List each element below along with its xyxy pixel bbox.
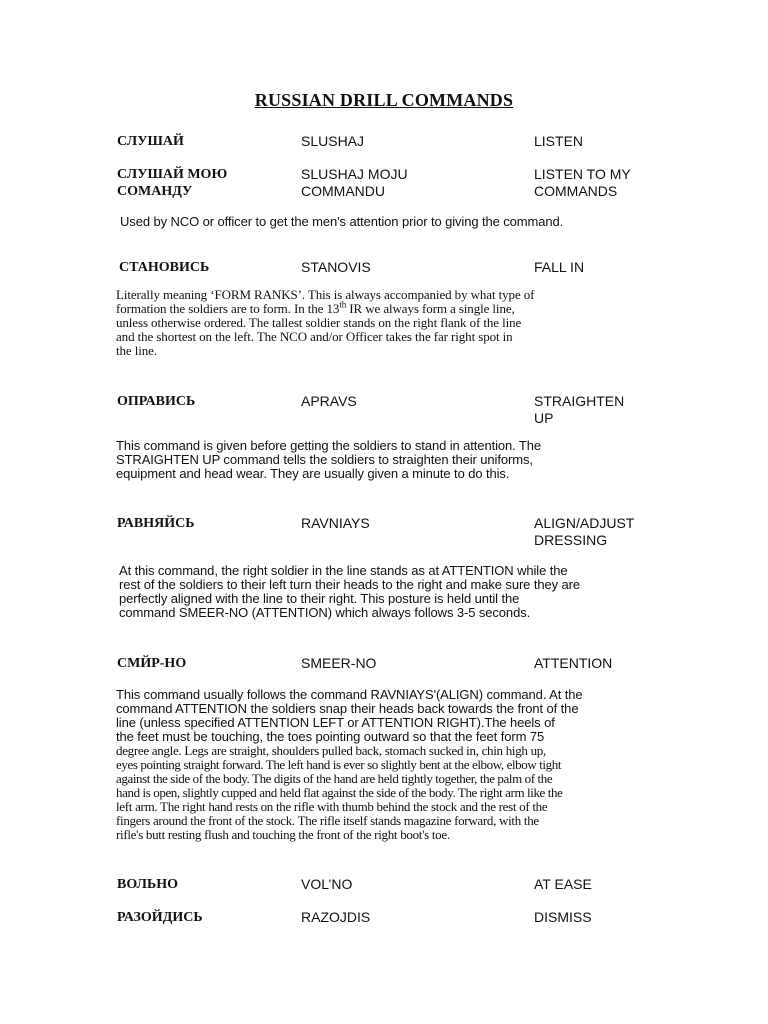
transliteration: APRAVS — [301, 393, 357, 409]
english-meaning-line: STRAIGHTEN — [534, 393, 625, 409]
paragraph-line: against the side of the body. The digits of the hand are held tightly together, the palm of the — [116, 771, 553, 786]
transliteration: SMEER-NO — [301, 655, 377, 671]
russian-term: СМЙР-НО — [117, 656, 187, 671]
paragraph-line: line (unless specified ATTENTION LEFT or ATTENTION RIGHT).The heels of — [116, 715, 555, 730]
paragraph-line: This command is given before getting the soldiers to stand in attention. The — [116, 438, 542, 453]
paragraph-line: This command usually follows the command RAVNIAYS'(ALIGN) command. At the — [116, 687, 583, 702]
paragraph-text: IR we always form a single line, — [346, 301, 515, 316]
english-meaning-line: DRESSING — [534, 532, 608, 548]
description-listen: Used by NCO or officer to get the men's attention prior to giving the command. — [120, 214, 564, 229]
description-align — [119, 564, 655, 620]
english-meaning-line: ALIGN/ADJUST — [534, 515, 635, 531]
russian-term: РАЗОЙДИСЬ — [117, 910, 203, 925]
paragraph-line: At this command, the right soldier in the line stands as at ATTENTION while the — [119, 563, 568, 578]
russian-term: СТАНОВИСЬ — [119, 260, 210, 275]
description-straighten-up — [116, 439, 652, 481]
russian-term: СЛУШАЙ — [117, 134, 184, 149]
transliteration-line: COMMANDU — [301, 183, 385, 199]
english-meaning-line: UP — [534, 410, 554, 426]
russian-term: ОПРАВИСЬ — [117, 394, 196, 409]
paragraph-line: fingers around the front of the stock. The rifle itself stands magazine forward, with the — [116, 813, 539, 828]
russian-term-line: СОМАНДУ — [117, 184, 193, 199]
english-meaning — [534, 515, 734, 549]
paragraph-line: rest of the soldiers to their left turn their heads to the right and make sure they are — [119, 577, 580, 592]
paragraph-line: hand is open, slightly cupped and held flat against the side of the body. The right arm like the — [116, 785, 563, 800]
page-title: RUSSIAN DRILL COMMANDS — [254, 90, 514, 110]
paragraph-line: degree angle. Legs are straight, shoulders pulled back, stomach sucked in, chin high up, — [116, 743, 546, 758]
paragraph-line: unless otherwise ordered. The tallest soldier stands on the right flank of the line — [116, 315, 522, 330]
paragraph-line: rifle's butt resting flush and touching the front of the right boot's toe. — [116, 827, 450, 842]
paragraph-line: command ATTENTION the soldiers snap their heads back towards the front of the — [116, 701, 579, 716]
transliteration: VOL’NO — [301, 876, 353, 892]
english-meaning-line: LISTEN TO MY — [534, 166, 631, 182]
paragraph-line: eyes pointing straight forward. The left hand is ever so slightly bent at the elbow, elbow tight — [116, 757, 562, 772]
paragraph-line: Literally meaning ‘FORM RANKS’. This is always accompanied by what type of — [116, 287, 535, 302]
russian-term: ВОЛЬНО — [117, 877, 178, 892]
paragraph-line: and the shortest on the left. The NCO and/or Officer takes the far right spot in — [116, 329, 513, 344]
english-meaning: FALL IN — [534, 259, 585, 275]
paragraph-line: the line. — [116, 343, 157, 358]
transliteration: SLUSHAJ — [301, 133, 365, 149]
english-meaning: DISMISS — [534, 909, 592, 925]
english-meaning: ATTENTION — [534, 655, 613, 671]
paragraph-line: equipment and head wear. They are usually given a minute to do this. — [116, 466, 510, 481]
transliteration — [301, 166, 521, 200]
ordinal-suffix: th — [339, 299, 347, 310]
english-meaning: LISTEN — [534, 133, 584, 149]
paragraph-line — [116, 299, 652, 316]
english-meaning: AT EASE — [534, 876, 592, 892]
transliteration-line: SLUSHAJ MOJU — [301, 166, 408, 182]
russian-term — [117, 166, 297, 200]
paragraph-line: perfectly aligned with the line to their right. This posture is held until the — [119, 591, 520, 606]
paragraph-line: STRAIGHTEN UP command tells the soldiers to straighten their uniforms, — [116, 452, 533, 467]
paragraph-line: command SMEER-NO (ATTENTION) which always follows 3-5 seconds. — [119, 605, 531, 620]
transliteration: RAVNIAYS — [301, 515, 370, 531]
russian-term: РАВНЯЙСЬ — [117, 516, 195, 531]
russian-term-line: СЛУШАЙ МОЮ — [117, 167, 228, 182]
english-meaning-line: COMMANDS — [534, 183, 618, 199]
english-meaning — [534, 393, 734, 427]
paragraph-line: the feet must be touching, the toes pointing outward so that the feet form 75 — [116, 729, 545, 744]
transliteration: STANOVIS — [301, 259, 371, 275]
description-fall-in — [116, 288, 652, 358]
paragraph-text: formation the soldiers are to form. In the 13 — [116, 301, 340, 316]
transliteration: RAZOJDIS — [301, 909, 371, 925]
english-meaning — [534, 166, 734, 200]
description-attention — [116, 688, 652, 842]
paragraph-line: left arm. The right hand rests on the rifle with thumb behind the stock and the rest of the — [116, 799, 548, 814]
